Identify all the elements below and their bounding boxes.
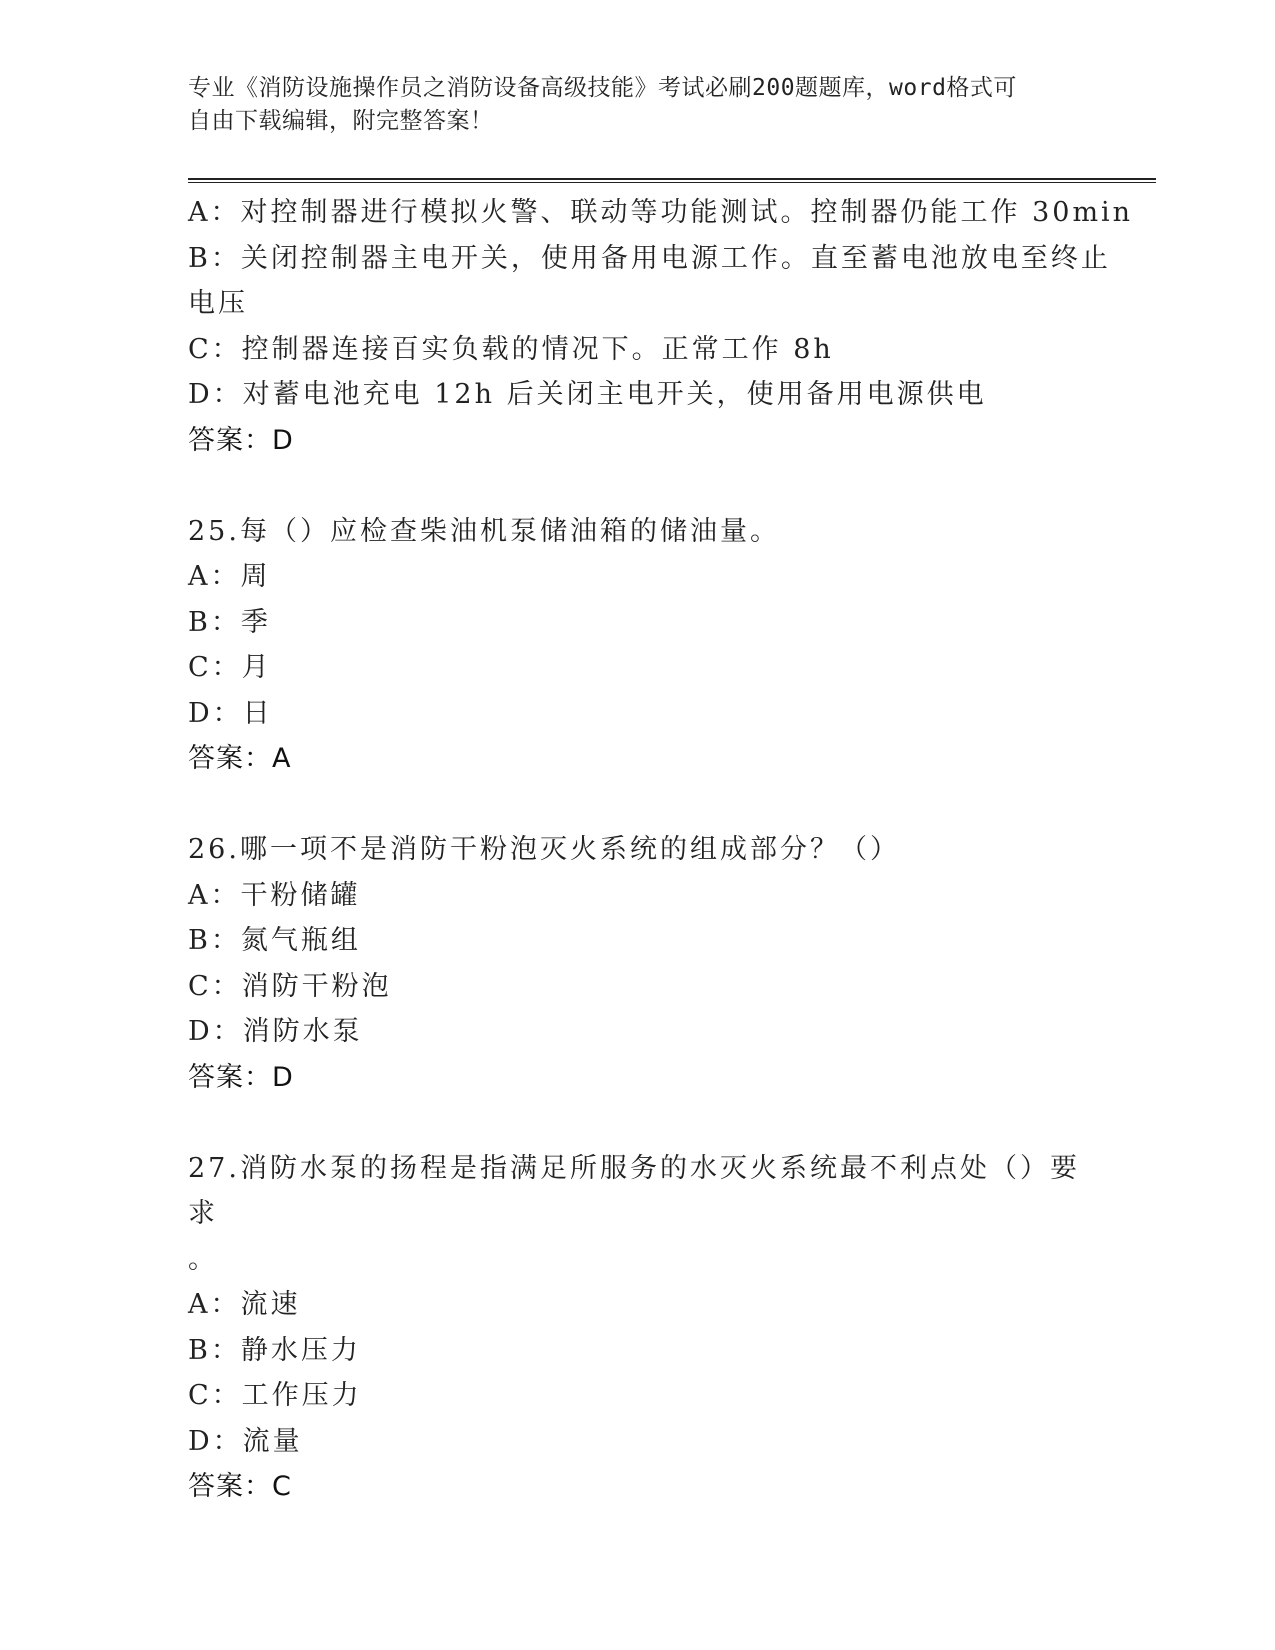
question-26 (188, 827, 1088, 1100)
document-header (188, 72, 1088, 138)
option-key: B (188, 242, 211, 274)
option-a (188, 873, 1088, 919)
answer-label: 答案： (188, 1061, 272, 1093)
option-key: D (188, 697, 213, 729)
option-text: 关闭控制器主电开关，使用备用电源工作。直至蓄电池放电至终止 (240, 242, 1111, 274)
carryover-block (188, 190, 1134, 463)
question-list (188, 190, 1134, 1510)
option-key: D (188, 379, 213, 410)
option-key: A (188, 197, 211, 228)
answer-label: 答案： (188, 743, 272, 774)
option-text: 氮气瓶组 (240, 925, 361, 956)
option-key: C (188, 652, 212, 683)
option-c (188, 327, 1088, 373)
option-b (188, 236, 1111, 282)
option-a (188, 554, 1088, 600)
answer-value: D (272, 424, 294, 456)
question-27 (188, 1146, 1088, 1510)
option-c (188, 645, 1088, 691)
option-b-continuation: 电压 (188, 288, 248, 319)
question-stem-continuation: 。 (188, 1243, 215, 1275)
option-text: 季 (240, 606, 271, 638)
option-text: 消防干粉泡 (241, 970, 392, 1002)
answer-label: 答案： (188, 1471, 272, 1502)
answer-value: C (272, 1471, 292, 1502)
question-stem: 27.消防水泵的扬程是指满足所服务的水灭火系统最不利点处（）要求 (188, 1152, 1080, 1229)
option-text: 消防水泵 (242, 1016, 363, 1047)
option-d (188, 1009, 1088, 1055)
answer-line (188, 1055, 1088, 1101)
option-key: C (188, 333, 212, 365)
option-text: 工作压力 (241, 1380, 362, 1411)
option-key: B (188, 925, 211, 956)
answer-line (188, 418, 1088, 464)
option-text: 对控制器进行模拟火警、联动等功能测试。控制器仍能工作 30min (240, 197, 1134, 228)
option-b (188, 1328, 1088, 1374)
option-b (188, 600, 1088, 646)
option-d (188, 1419, 1088, 1465)
header-line-2: 自由下载编辑，附完整答案！ (188, 108, 494, 134)
answer-line (188, 736, 1088, 782)
header-divider (188, 178, 1156, 183)
option-a (188, 1282, 1088, 1328)
option-c (188, 1373, 1088, 1419)
option-d (188, 691, 1088, 737)
option-text: 流量 (242, 1425, 303, 1457)
option-key: B (188, 1334, 211, 1366)
question-25 (188, 509, 1088, 782)
option-key: C (188, 970, 212, 1002)
option-text: 流速 (240, 1289, 301, 1320)
option-key: C (188, 1380, 212, 1411)
answer-value: A (272, 743, 292, 774)
option-key: D (188, 1425, 213, 1457)
answer-label: 答案： (188, 424, 272, 456)
option-a (188, 190, 1134, 236)
option-key: A (188, 561, 211, 592)
answer-line (188, 1464, 1088, 1510)
header-line-1: 专业《消防设施操作员之消防设备高级技能》考试必刷200题题库，word格式可 (188, 75, 1017, 101)
option-d (188, 372, 1088, 418)
option-c (188, 964, 1088, 1010)
option-text: 对蓄电池充电 12h 后关闭主电开关，使用备用电源供电 (242, 379, 987, 410)
option-text: 静水压力 (240, 1334, 361, 1366)
option-key: A (188, 879, 211, 911)
question-stem: 26.哪一项不是消防干粉泡灭火系统的组成部分？（） (188, 834, 900, 865)
answer-value: D (272, 1061, 294, 1093)
option-key: A (188, 1289, 211, 1320)
option-key: D (188, 1016, 213, 1047)
option-text: 控制器连接百实负载的情况下。正常工作 8h (241, 333, 834, 365)
question-stem: 25.每（）应检查柴油机泵储油箱的储油量。 (188, 515, 780, 547)
option-text: 日 (242, 697, 273, 729)
option-text: 干粉储罐 (240, 879, 361, 911)
option-text: 月 (241, 652, 272, 683)
option-text: 周 (240, 561, 271, 592)
option-b (188, 918, 1088, 964)
option-key: B (188, 606, 211, 638)
